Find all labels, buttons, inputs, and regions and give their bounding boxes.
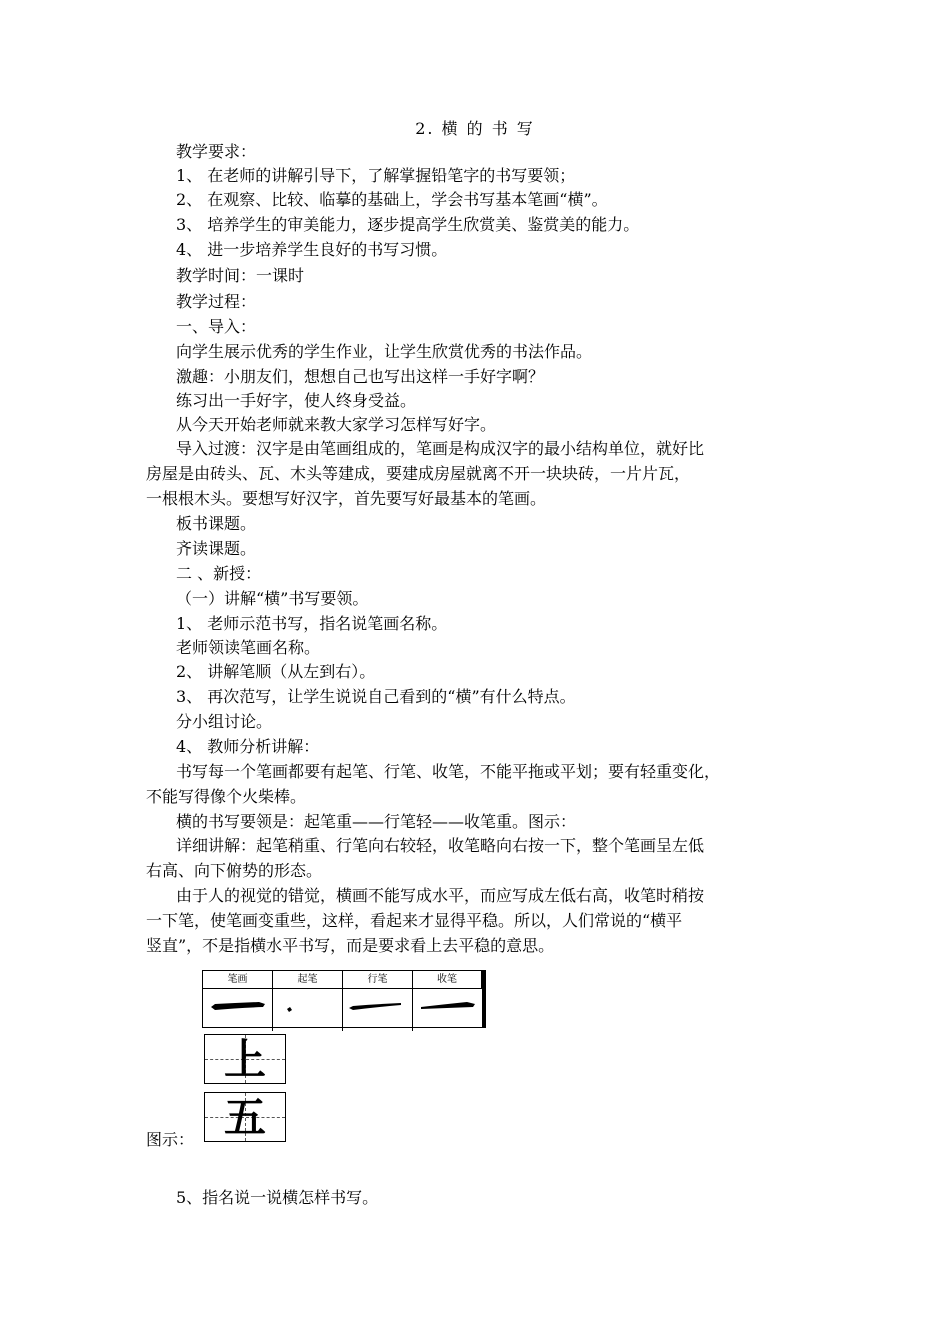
stroke-table-header: 起笔	[273, 971, 343, 989]
stroke-middle-icon	[343, 989, 411, 1027]
char-glyph: 上	[223, 1035, 266, 1084]
text-line: 教学过程：	[176, 292, 257, 311]
text-line: 书写每一个笔画都要有起笔、行笔、收笔，不能平拖或平划；要有轻重变化，	[176, 762, 721, 781]
text-line: 4、 教师分析讲解：	[176, 737, 320, 756]
stroke-table-header: 笔画	[203, 971, 273, 989]
text-line: 教学时间：一课时	[176, 266, 305, 285]
text-line: 从今天开始老师就来教大家学习怎样写好字。	[176, 415, 497, 434]
text-line: 3、 培养学生的审美能力，逐步提高学生欣赏美、鉴赏美的能力。	[176, 215, 640, 234]
text-line: 3、 再次范写，让学生说说自己看到的“横”有什么特点。	[176, 687, 576, 706]
figure-label: 图示：	[146, 1130, 195, 1149]
text-line: 练习出一手好字，使人终身受益。	[176, 391, 417, 410]
text-line: 一下笔，使笔画变重些，这样，看起来才显得平稳。所以，人们常说的“横平	[146, 911, 683, 930]
text-line: 一、导入：	[176, 317, 257, 336]
stroke-start-icon	[273, 989, 341, 1027]
text-line: 2、 在观察、比较、临摹的基础上，学会书写基本笔画“横”。	[176, 190, 608, 209]
text-line: 齐读课题。	[176, 539, 257, 558]
text-line: 1、 在老师的讲解引导下，了解掌握铅笔字的书写要领；	[176, 166, 576, 185]
text-line: 详细讲解：起笔稍重、行笔向右较轻，收笔略向右按一下，整个笔画呈左低	[176, 836, 705, 855]
document-title: 2. 横 的 书 写	[415, 119, 535, 138]
text-line: 竖直”，不是指横水平书写，而是要求看上去平稳的意思。	[146, 936, 555, 955]
stroke-table	[202, 970, 486, 1028]
text-line: 右高、向下俯势的形态。	[146, 861, 323, 880]
char-practice-box	[204, 1034, 286, 1084]
stroke-table-header: 行笔	[343, 971, 413, 989]
text-line: （一）讲解“横”书写要领。	[176, 589, 369, 608]
text-line: 二 、新授：	[176, 564, 262, 583]
text-line: 激趣：小朋友们，想想自己也写出这样一手好字啊？	[176, 367, 545, 386]
stroke-sample-start	[273, 989, 343, 1031]
text-line: 1、 老师示范书写，指名说笔画名称。	[176, 614, 448, 633]
horizontal-stroke-icon	[203, 989, 271, 1027]
text-line: 横的书写要领是：起笔重——行笔轻——收笔重。图示：	[176, 812, 577, 831]
stroke-end-icon	[413, 989, 481, 1027]
text-line: 4、 进一步培养学生良好的书写习惯。	[176, 240, 448, 259]
text-line: 一根根木头。要想写好汉字，首先要写好最基本的笔画。	[146, 489, 547, 508]
text-line: 导入过渡：汉字是由笔画组成的，笔画是构成汉字的最小结构单位，就好比	[176, 439, 705, 458]
text-line: 5、指名说一说横怎样书写。	[176, 1188, 379, 1207]
text-line: 房屋是由砖头、瓦、木头等建成，要建成房屋就离不开一块块砖，一片片瓦，	[146, 464, 691, 483]
stroke-sample-full	[203, 989, 273, 1031]
text-line: 板书课题。	[176, 514, 257, 533]
text-line: 教学要求：	[176, 142, 257, 161]
text-line: 分小组讨论。	[176, 712, 273, 731]
char-glyph: 五	[223, 1093, 266, 1142]
text-line: 2、 讲解笔顺（从左到右）。	[176, 662, 376, 681]
stroke-sample-middle	[343, 989, 413, 1031]
text-line: 向学生展示优秀的学生作业，让学生欣赏优秀的书法作品。	[176, 342, 593, 361]
stroke-sample-end	[413, 989, 482, 1031]
text-line: 老师领读笔画名称。	[176, 638, 321, 657]
text-line: 由于人的视觉的错觉，横画不能写成水平，而应写成左低右高，收笔时稍按	[176, 886, 705, 905]
char-practice-box	[204, 1092, 286, 1142]
text-line: 不能写得像个火柴棒。	[146, 787, 307, 806]
stroke-table-header: 收笔	[413, 971, 482, 989]
